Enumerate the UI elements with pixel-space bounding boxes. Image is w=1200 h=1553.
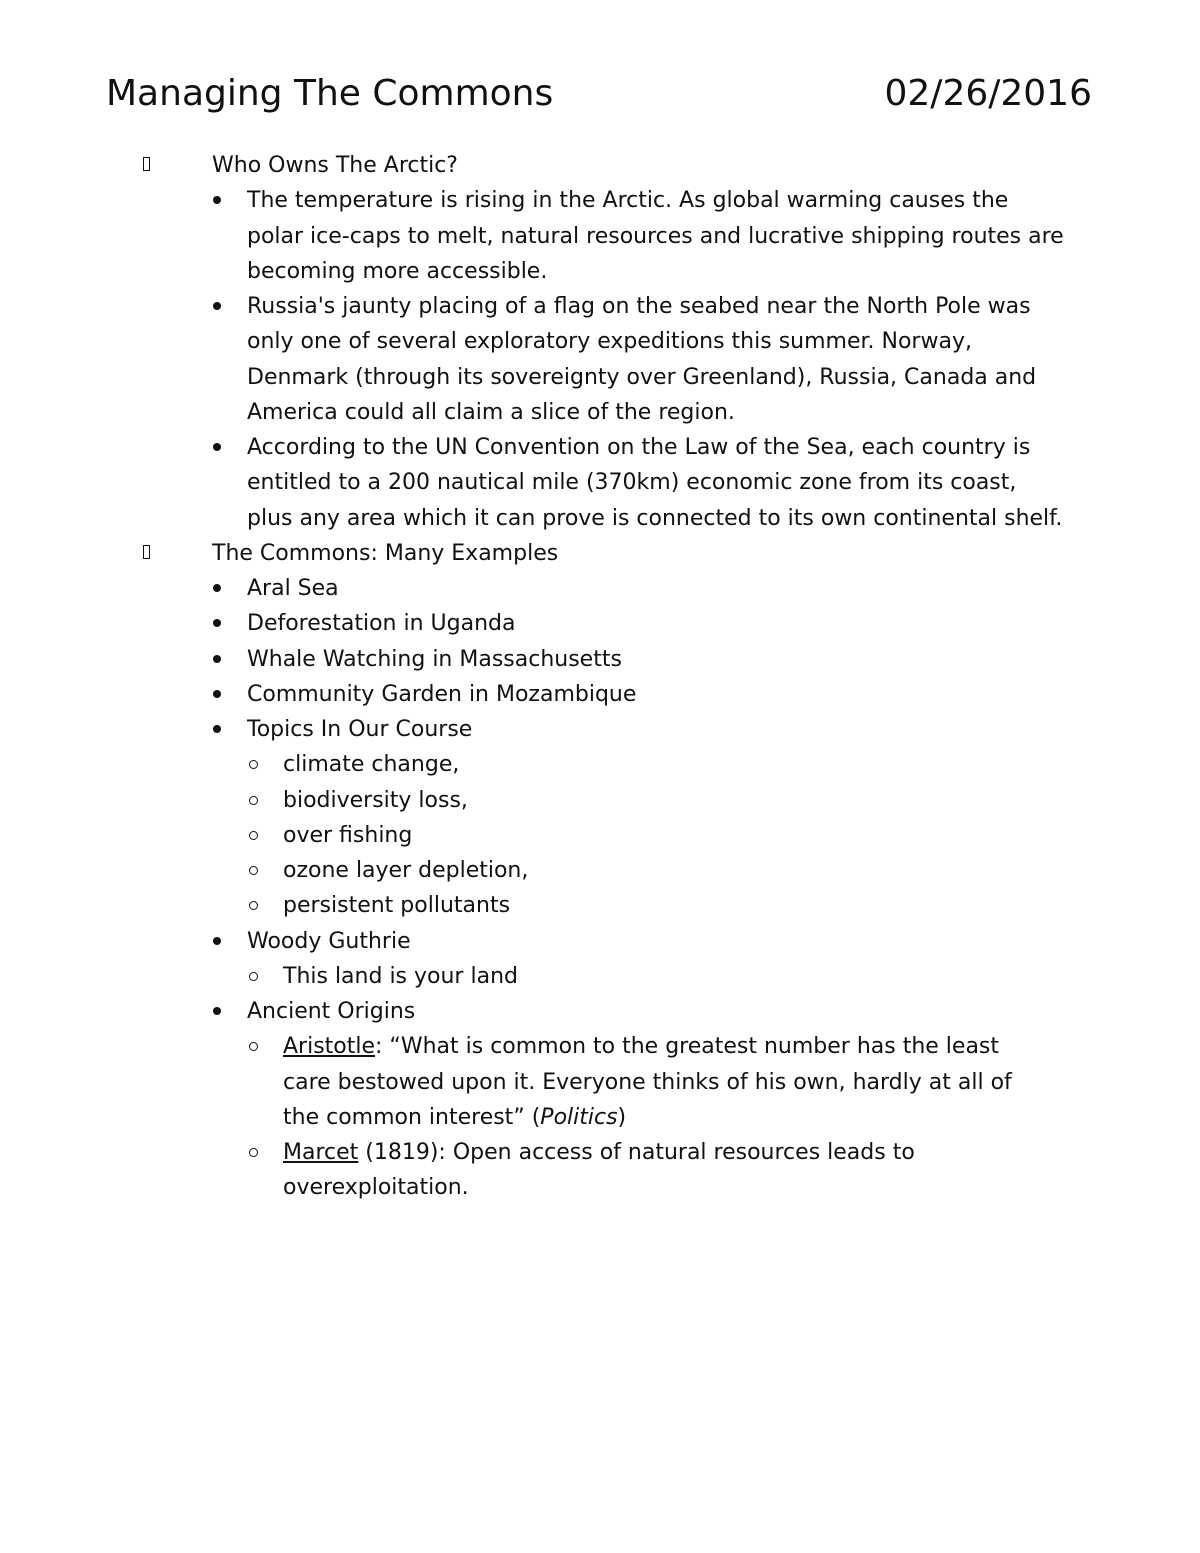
circle-bullet-icon (249, 853, 263, 888)
list-item: ozone layer depletion, (212, 853, 1023, 888)
list-item-aristotle: Aristotle: “What is common to the greatest number has the least care bestowed upon it. Everyone thinks of his own, hardly at all of the common interest” (Politics) (212, 1029, 1023, 1135)
list-item: biodiversity loss, (212, 783, 1023, 818)
box-bullet-icon (142, 148, 154, 183)
work-title: Politics (540, 1104, 618, 1130)
bullet-icon (212, 994, 224, 1029)
sub-bullet-list (212, 1029, 1067, 1205)
list-item: The temperature is rising in the Arctic. As global warming causes the polar ice-caps to melt, natural resources and lucrative shipping routes are becoming more accessible. (212, 183, 1067, 289)
section-heading: The Commons: Many Examples (212, 540, 559, 566)
list-item: over fishing (212, 818, 1023, 853)
page-title: Managing The Commons (106, 73, 554, 114)
list-item: This land is your land (212, 959, 1023, 994)
box-bullet-icon (142, 536, 154, 571)
list-item: Russia's jaunty placing of a flag on the seabed near the North Pole was only one of several exploratory expeditions this summer. Norway, Denmark (through its sovereignty over Greenland), Russia, Canada and America could all claim a slice of the region. (212, 289, 1067, 430)
circle-bullet-icon (249, 959, 263, 994)
section-heading: Who Owns The Arctic? (212, 153, 458, 178)
circle-bullet-icon (249, 1029, 263, 1064)
list-item: climate change, (212, 747, 1023, 782)
list-item-origins: Ancient Origins Aristotle: “What is common to the greatest number has the least care bestowed upon it. Everyone thinks of his own, hardly at all of the common interest” (Politics) Marcet (1819): Open access of natural resources leads to overexploitation. (212, 994, 1067, 1206)
section-commons (0, 536, 1200, 1206)
circle-bullet-icon (249, 747, 263, 782)
bullet-icon (212, 924, 224, 959)
bullet-icon (212, 430, 224, 465)
bullet-list (212, 571, 1200, 1206)
list-item: Whale Watching in Massachusetts (212, 642, 1067, 677)
list-item-marcet: Marcet (1819): Open access of natural resources leads to overexploitation. (212, 1135, 1023, 1206)
circle-bullet-icon (249, 888, 263, 923)
notes-outline (0, 148, 1200, 1206)
list-item: Community Garden in Mozambique (212, 677, 1067, 712)
circle-bullet-icon (249, 783, 263, 818)
sub-bullet-list (212, 747, 1067, 923)
page-date: 02/26/2016 (884, 73, 1092, 114)
list-item: Aral Sea (212, 571, 1067, 606)
bullet-list (212, 183, 1200, 536)
bullet-icon (212, 712, 224, 747)
list-item: Deforestation in Uganda (212, 606, 1067, 641)
author-name: Aristotle (283, 1034, 376, 1060)
bullet-icon (212, 677, 224, 712)
list-item: persistent pollutants (212, 888, 1023, 923)
list-item-guthrie: Woody Guthrie This land is your land (212, 924, 1067, 995)
bullet-icon (212, 571, 224, 606)
sub-bullet-list (212, 959, 1067, 994)
bullet-icon (212, 183, 224, 218)
circle-bullet-icon (249, 1135, 263, 1170)
bullet-icon (212, 289, 224, 324)
bullet-icon (212, 606, 224, 641)
author-name: Marcet (283, 1140, 359, 1165)
list-item: According to the UN Convention on the Law of the Sea, each country is entitled to a 200 nautical mile (370km) economic zone from its coast, plus any area which it can prove is connected to its own continental shelf. (212, 430, 1067, 536)
section-arctic (0, 148, 1200, 536)
circle-bullet-icon (249, 818, 263, 853)
list-item-topics: Topics In Our Course climate change, biodiversity loss, over fishing ozone layer depletion, persistent pollutants (212, 712, 1067, 924)
bullet-icon (212, 642, 224, 677)
